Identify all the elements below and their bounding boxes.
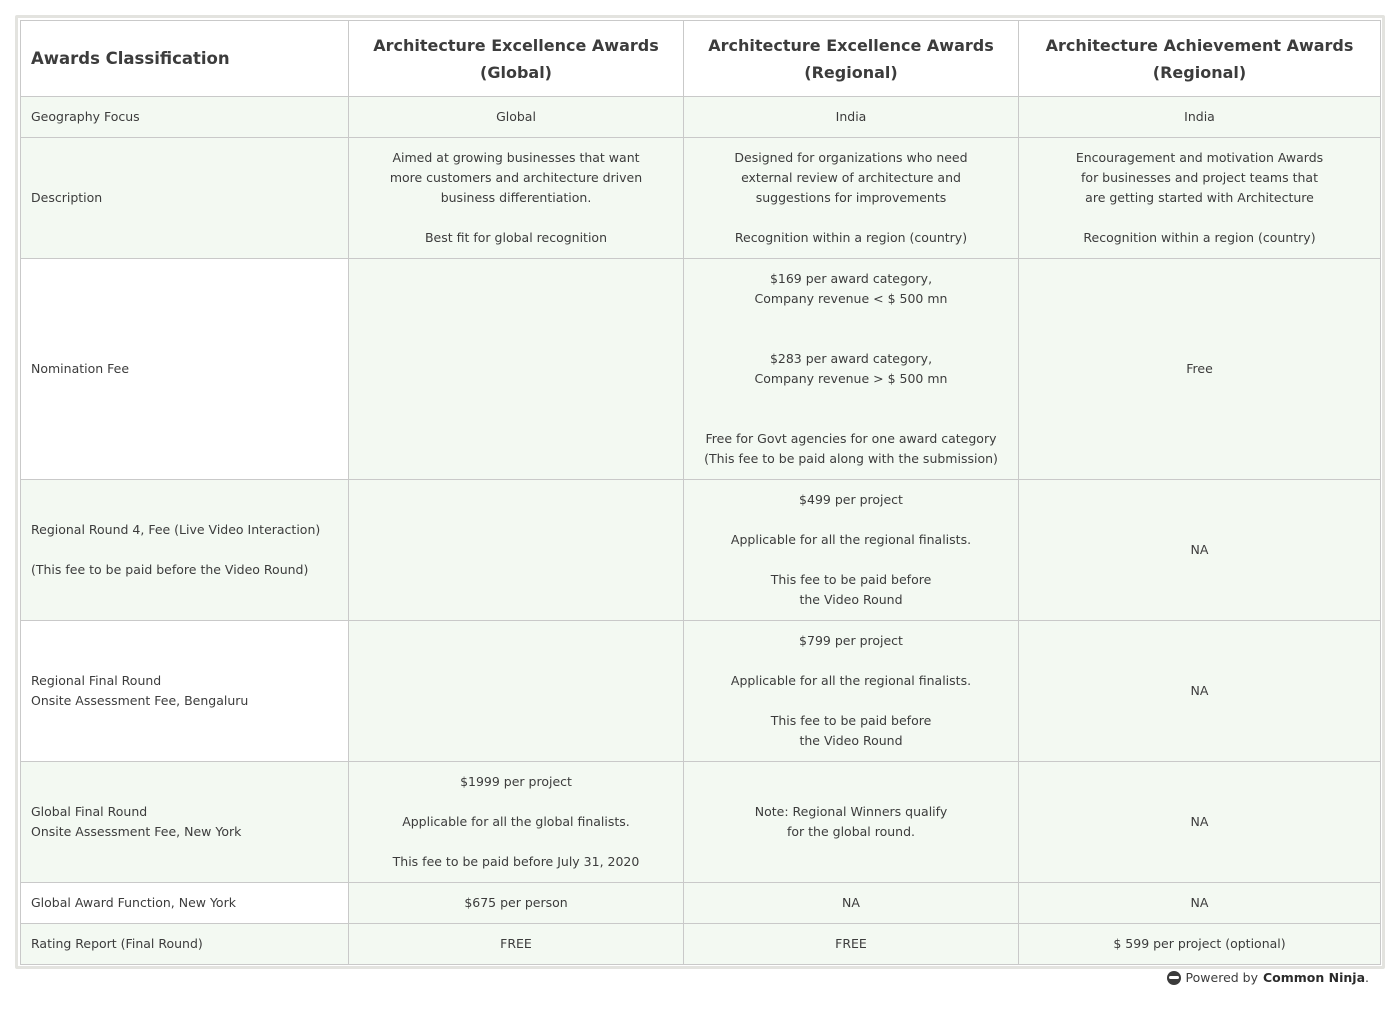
- cell-line: Applicable for all the regional finalists.: [730, 673, 972, 688]
- cell-line: (Global): [480, 62, 552, 82]
- cell-line: NA: [1190, 814, 1209, 829]
- table-cell: [1019, 138, 1381, 259]
- table-cell: [684, 138, 1019, 259]
- cell-line: $169 per award category,: [769, 271, 933, 286]
- header-excellence-regional: [684, 21, 1019, 97]
- table-header-row: [21, 21, 1381, 97]
- cell-line: for the global round.: [786, 824, 915, 839]
- cell-line: Onsite Assessment Fee, Bengaluru: [31, 693, 249, 708]
- cell-line: Architecture Excellence Awards: [373, 35, 659, 55]
- cell-line: Global Final Round: [31, 804, 148, 819]
- brand-suffix: .: [1365, 970, 1369, 985]
- cell-line: Geography Focus: [31, 109, 140, 124]
- row-label: [21, 138, 349, 259]
- cell-line: Onsite Assessment Fee, New York: [31, 824, 242, 839]
- table-cell: [684, 883, 1019, 924]
- table-cell: [684, 480, 1019, 621]
- cell-line: Recognition within a region (country): [1083, 230, 1316, 245]
- cell-line: [684, 510, 1018, 530]
- table-cell: [1019, 924, 1381, 965]
- cell-line: India: [1184, 109, 1215, 124]
- cell-line: Architecture Excellence Awards: [708, 35, 994, 55]
- cell-line: Rating Report (Final Round): [31, 936, 203, 951]
- cell-line: business differentiation.: [440, 190, 592, 205]
- table-cell: [1019, 259, 1381, 480]
- table-cell: [684, 621, 1019, 762]
- cell-line: India: [835, 109, 867, 124]
- table-row-global-final: [21, 762, 1381, 883]
- cell-line: Free: [1186, 361, 1213, 376]
- cell-line: [349, 792, 683, 812]
- table-cell: [349, 883, 684, 924]
- cell-line: external review of architecture and: [741, 170, 961, 185]
- cell-line: NA: [1190, 895, 1209, 910]
- table-cell: [684, 762, 1019, 883]
- cell-line: $675 per person: [464, 895, 568, 910]
- cell-line: [684, 651, 1018, 671]
- header-achievement-regional: [1019, 21, 1381, 97]
- table-cell: [1019, 480, 1381, 621]
- cell-line: the Video Round: [799, 733, 903, 748]
- awards-table-widget: [15, 15, 1385, 969]
- table-row-description: [21, 138, 1381, 259]
- brand-name[interactable]: Common Ninja: [1263, 970, 1366, 985]
- cell-line: (This fee to be paid along with the submission): [704, 451, 998, 466]
- table-row-regional-round-4: [21, 480, 1381, 621]
- header-excellence-global: [349, 21, 684, 97]
- row-label: [21, 883, 349, 924]
- cell-line: $499 per project: [799, 492, 903, 507]
- cell-line: (This fee to be paid before the Video Round): [31, 562, 309, 577]
- cell-line: This fee to be paid before: [770, 572, 932, 587]
- cell-line: FREE: [835, 936, 867, 951]
- cell-line: [684, 309, 1018, 329]
- cell-line: (Regional): [1152, 62, 1247, 82]
- cell-line: Encouragement and motivation Awards: [1075, 150, 1324, 165]
- table-row-rating-report: [21, 924, 1381, 965]
- cell-line: Global Award Function, New York: [31, 895, 236, 910]
- row-label: [21, 97, 349, 138]
- table-cell: [1019, 762, 1381, 883]
- cell-line: NA: [1190, 683, 1209, 698]
- row-label: [21, 259, 349, 480]
- powered-by-link[interactable]: [1167, 970, 1369, 985]
- cell-line: $ 599 per project (optional): [1113, 936, 1286, 951]
- cell-line: [349, 832, 683, 852]
- row-label: [21, 762, 349, 883]
- cell-line: [684, 389, 1018, 409]
- cell-line: (Regional): [804, 62, 898, 82]
- cell-line: FREE: [500, 936, 532, 951]
- cell-line: $283 per award category,: [769, 351, 933, 366]
- cell-line: [684, 691, 1018, 711]
- cell-line: Regional Final Round: [31, 673, 162, 688]
- cell-line: Note: Regional Winners qualify: [754, 804, 948, 819]
- cell-line: Global: [496, 109, 536, 124]
- ninja-logo-icon: [1167, 971, 1181, 985]
- table-row-nomination-fee: [21, 259, 1381, 480]
- cell-line: are getting started with Architecture: [1085, 190, 1314, 205]
- table-cell: [349, 924, 684, 965]
- cell-line: Nomination Fee: [31, 361, 130, 376]
- table-row-regional-final: [21, 621, 1381, 762]
- row-label: [21, 621, 349, 762]
- cell-line: Best fit for global recognition: [424, 230, 607, 245]
- cell-line: [684, 208, 1018, 228]
- cell-line: $1999 per project: [460, 774, 572, 789]
- cell-line: Regional Round 4, Fee (Live Video Interaction): [31, 522, 321, 537]
- table-cell: [1019, 883, 1381, 924]
- cell-line: Applicable for all the global finalists.: [402, 814, 630, 829]
- table-cell: [349, 259, 684, 480]
- row-label: [21, 924, 349, 965]
- table-cell: [349, 480, 684, 621]
- table-cell: [684, 924, 1019, 965]
- cell-line: Free for Govt agencies for one award category: [705, 431, 997, 446]
- cell-line: Recognition within a region (country): [734, 230, 968, 245]
- cell-line: suggestions for improvements: [755, 190, 947, 205]
- table-cell: [684, 259, 1019, 480]
- cell-line: for businesses and project teams that: [1081, 170, 1318, 185]
- cell-line: [349, 208, 683, 228]
- cell-line: $799 per project: [799, 633, 903, 648]
- table-cell: [684, 97, 1019, 138]
- cell-line: NA: [842, 895, 860, 910]
- awards-comparison-table: [20, 20, 1381, 965]
- cell-line: [684, 409, 1018, 429]
- table-row-award-function: [21, 883, 1381, 924]
- cell-line: [1019, 208, 1380, 228]
- table-cell: [349, 97, 684, 138]
- cell-line: [684, 550, 1018, 570]
- cell-line: Architecture Achievement Awards: [1045, 35, 1354, 55]
- cell-line: NA: [1190, 542, 1209, 557]
- cell-line: [684, 329, 1018, 349]
- cell-line: Company revenue > $ 500 mn: [754, 371, 948, 386]
- cell-line: more customers and architecture driven: [389, 170, 643, 185]
- cell-line: Applicable for all the regional finalists.: [730, 532, 972, 547]
- table-cell: [349, 138, 684, 259]
- cell-line: Designed for organizations who need: [734, 150, 968, 165]
- table-row-geography: [21, 97, 1381, 138]
- table-cell: [349, 762, 684, 883]
- cell-line: Company revenue < $ 500 mn: [754, 291, 948, 306]
- cell-line: the Video Round: [799, 592, 903, 607]
- table-cell: [1019, 97, 1381, 138]
- table-cell: [1019, 621, 1381, 762]
- cell-line: Description: [31, 190, 103, 205]
- cell-line: Aimed at growing businesses that want: [392, 150, 640, 165]
- cell-line: This fee to be paid before: [770, 713, 932, 728]
- table-cell: [349, 621, 684, 762]
- row-label: [21, 480, 349, 621]
- powered-by-text: Powered by: [1185, 970, 1258, 985]
- header-awards-classification: Awards Classification: [21, 21, 349, 97]
- cell-line: [31, 540, 348, 560]
- cell-line: This fee to be paid before July 31, 2020: [392, 854, 640, 869]
